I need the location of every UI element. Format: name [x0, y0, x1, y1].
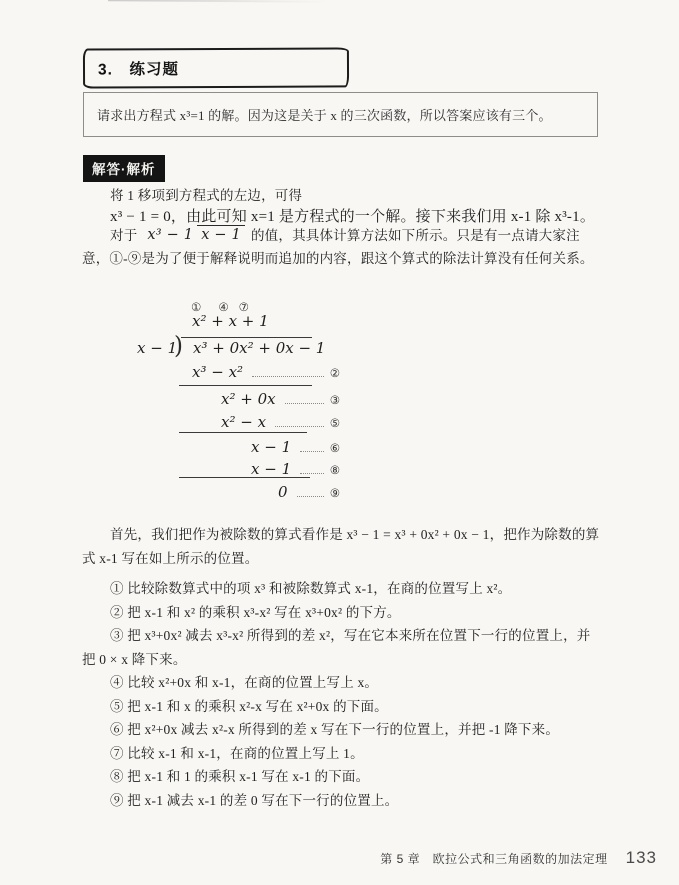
problem-text: 请求出方程式 x³=1 的解。因为这是关于 x 的三次函数，所以答案应该有三个。 — [97, 108, 552, 123]
row-expression: x³ − x² — [192, 363, 244, 381]
explanation-step-1: ① 比较除数算式中的项 x³ 和被除数算式 x-1，在商的位置写上 x²。 — [110, 581, 512, 596]
row-expression: x² + 0x — [221, 390, 276, 408]
division-bracket: ) — [174, 332, 183, 360]
section-title: 3. 练习题 — [97, 61, 179, 79]
page-number: 133 — [625, 848, 657, 867]
dotted-leader — [285, 402, 324, 404]
dotted-leader — [300, 450, 324, 452]
dotted-leader — [252, 375, 324, 377]
fraction-numerator: x³ − 1 — [147, 226, 194, 243]
dotted-leader — [300, 472, 324, 474]
division-row — [251, 460, 340, 478]
divisor: x − 1 — [137, 339, 178, 357]
division-row — [192, 363, 340, 381]
explanation-step-4: ④ 比较 x²+0x 和 x-1，在商的位置上写上 x。 — [110, 675, 379, 690]
problem-box — [83, 92, 598, 137]
page-footer — [380, 848, 657, 868]
division-overline — [181, 337, 312, 338]
intro-paragraph-3 — [82, 224, 604, 270]
dividend: x³ + 0x² + 0x − 1 — [193, 339, 326, 357]
step-mark-2: ② — [329, 366, 340, 380]
row-expression: 0 — [278, 483, 288, 501]
step-mark-4: ④ — [218, 300, 229, 314]
chapter-title: 第 5 章 欧拉公式和三角函数的加法定理 — [380, 851, 608, 866]
row-expression: x − 1 — [251, 438, 292, 456]
division-rule-line — [179, 385, 312, 386]
division-row — [221, 390, 340, 408]
step-mark-7: ⑦ — [238, 300, 249, 314]
division-row — [278, 483, 340, 501]
fraction-intro-suffix: 的值，其具体计算方法如下所示。只是有一点请大家注意，①-⑨是为了便于解释说明而追加的内容，跟这个算式的除法计算没有任何关系。 — [82, 228, 594, 266]
fraction — [143, 226, 245, 244]
intro-equation: x³ − 1 = 0，由此可知 x=1 是方程式的一个解。接下来我们用 x-1 除 x³-1。 — [110, 209, 596, 225]
fraction-intro-prefix: 对于 — [110, 228, 138, 243]
explanation-step-8: ⑧ 把 x-1 和 1 的乘积 x-1 写在 x-1 的下面。 — [110, 769, 370, 784]
division-rule-line — [179, 477, 310, 478]
division-rule-line — [179, 432, 307, 433]
explanation-step-5: ⑤ 把 x-1 和 x 的乘积 x²-x 写在 x²+0x 的下面。 — [110, 698, 388, 714]
solution-answer-label: 解答·解析 — [83, 155, 165, 182]
explanation-intro: 首先，我们把作为被除数的算式看作是 x³ − 1 = x³ + 0x² + 0x − 1，把作为除数的算式 x-1 写在如上所示的位置。 — [82, 527, 600, 566]
step-mark-8: ⑧ — [329, 463, 340, 477]
explanation-step-3: ③ 把 x³+0x² 减去 x³-x² 所得到的差 x²，写在它本来所在位置下一行的位置上，并把 0 × x 降下来。 — [82, 628, 591, 667]
section-title-box — [83, 47, 349, 88]
dotted-leader — [275, 425, 324, 427]
step-mark-6: ⑥ — [329, 441, 340, 455]
step-mark-3: ③ — [329, 393, 340, 407]
step-mark-1: ① — [191, 300, 202, 314]
step-mark-9: ⑨ — [329, 486, 340, 500]
explanation-step-6: ⑥ 把 x²+0x 减去 x²-x 所得到的差 x 写在下一行的位置上，并把 -1 降下来。 — [110, 722, 560, 737]
scan-artifact — [108, 0, 328, 3]
intro-paragraph-1: 将 1 移项到方程式的左边，可得 — [110, 188, 303, 203]
explanation-step-2: ② 把 x-1 和 x² 的乘积 x³-x² 写在 x³+0x² 的下方。 — [110, 604, 401, 620]
step-mark-5: ⑤ — [329, 416, 340, 430]
fraction-denominator: x − 1 — [197, 225, 245, 243]
quotient-step-marks — [191, 300, 249, 314]
explanation-step-7: ⑦ 比较 x-1 和 x-1，在商的位置上写上 1。 — [110, 745, 364, 761]
division-row — [221, 413, 340, 431]
dotted-leader — [297, 495, 324, 497]
row-expression: x² − x — [221, 413, 267, 431]
explanation-block — [82, 523, 602, 812]
explanation-step-9: ⑨ 把 x-1 减去 x-1 的差 0 写在下一行的位置上。 — [110, 792, 399, 808]
division-row — [251, 438, 340, 456]
row-expression: x − 1 — [251, 460, 292, 478]
quotient: x² + x + 1 — [192, 312, 269, 330]
